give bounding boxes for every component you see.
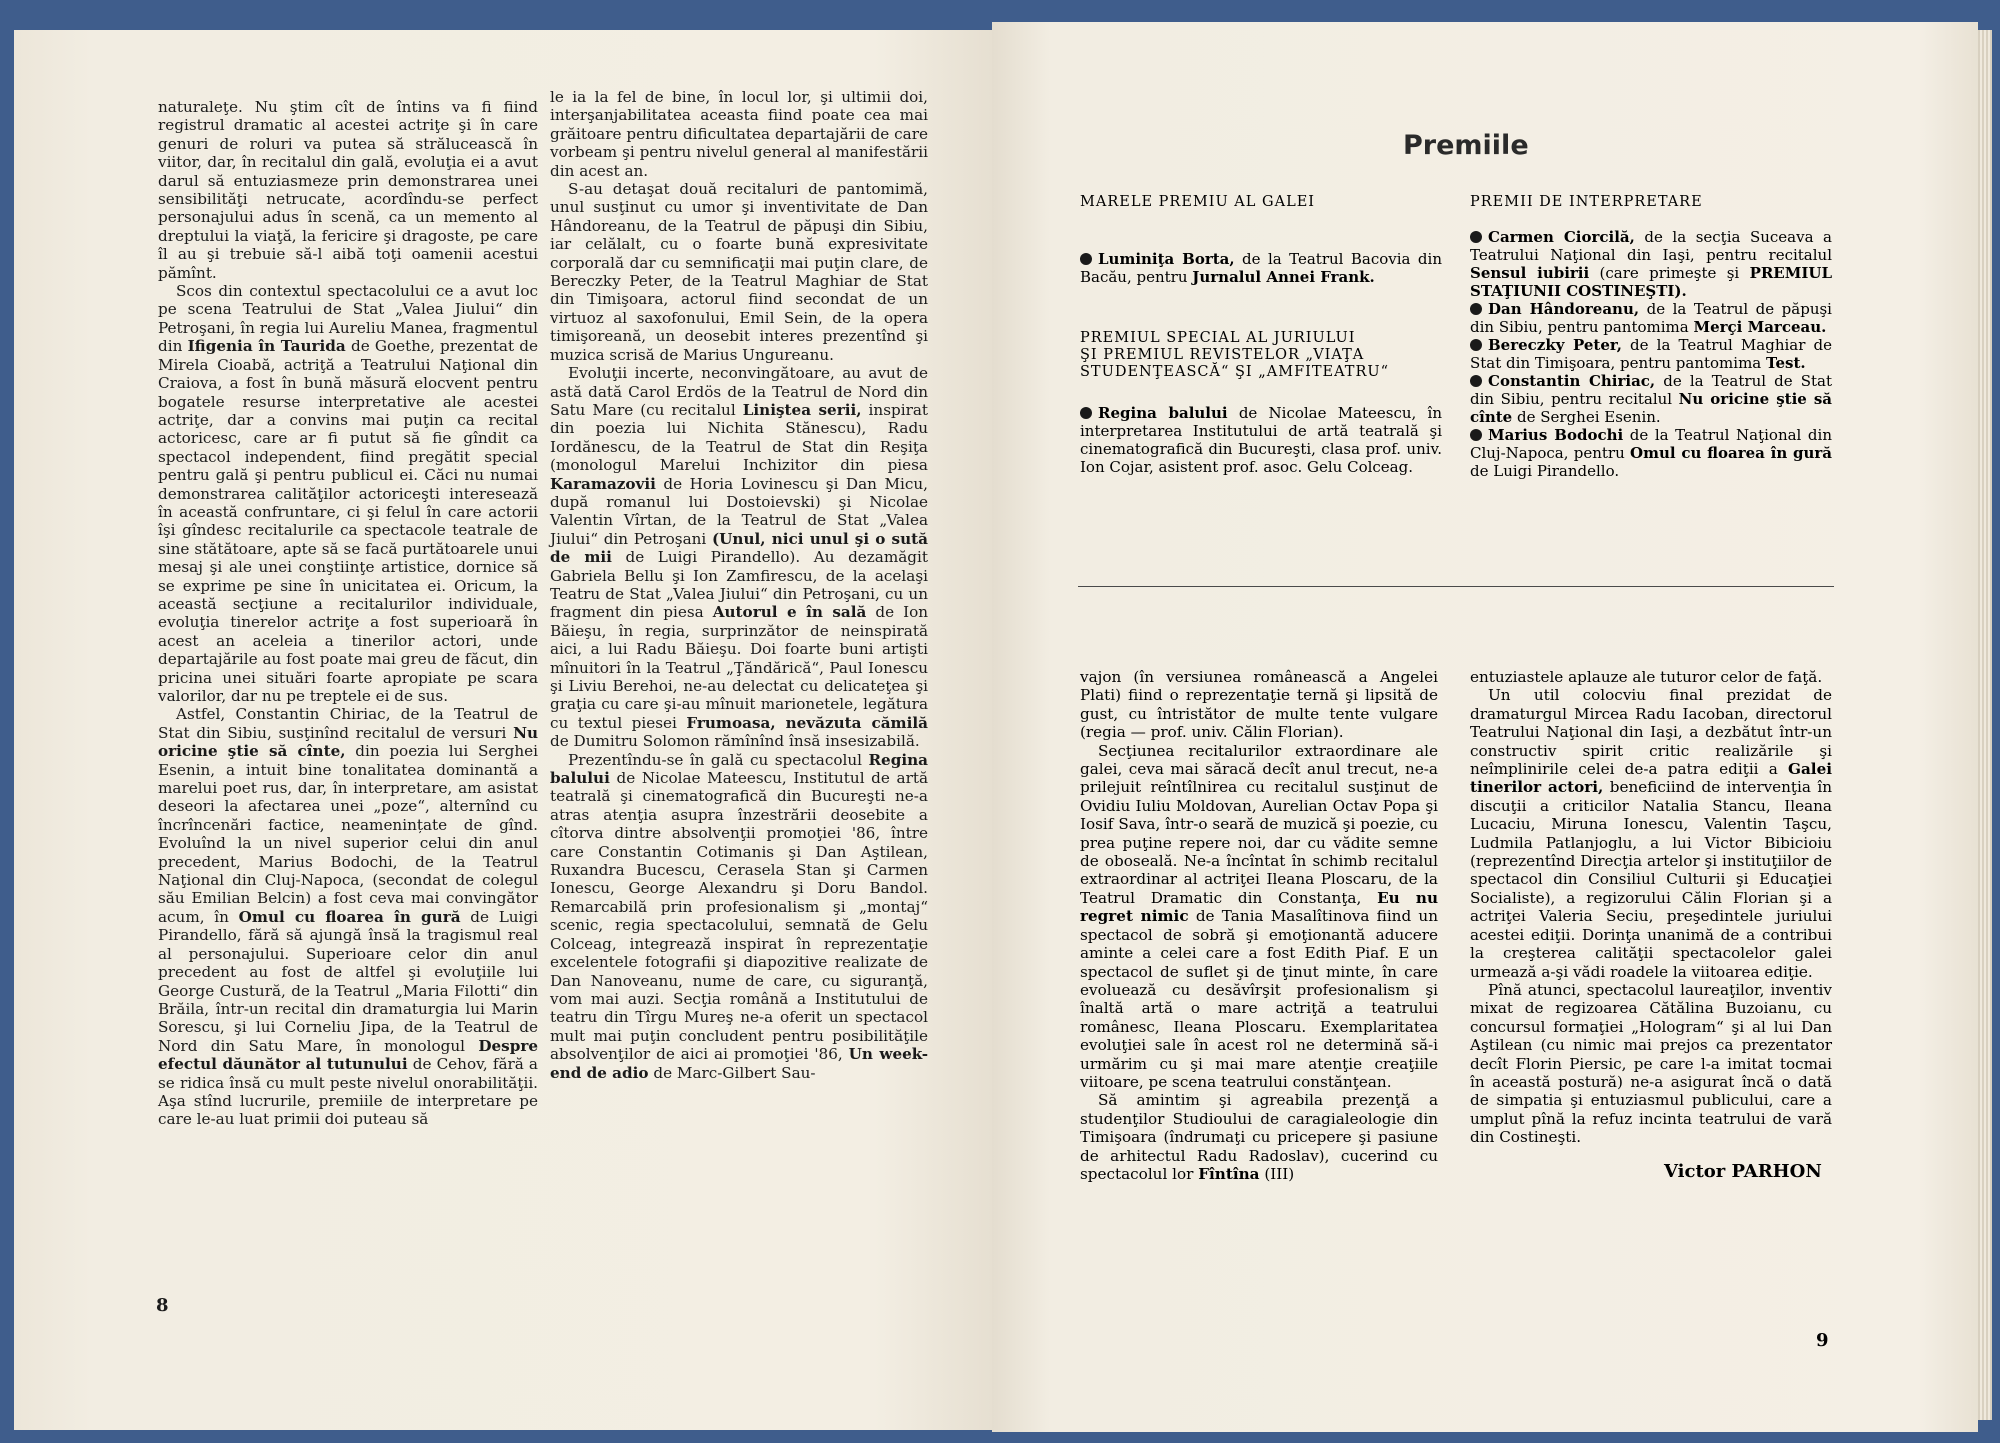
emphasis: Liniştea serii, [742, 400, 862, 419]
paragraph: Evoluţii incerte, neconvingătoare, au avut de astă dată Carol Erdös de la Teatrul de Nord din Satu Mare (cu recitalul Liniştea serii, inspirat din poezia lui Nichita Stănescu), Radu Iordănescu, de la Teatrul de Stat din Reşiţa (monologul Marelui Inchizitor din piesa Karamazovii de Horia Lovinescu şi Dan Micu, după romanul lui Dostoievski) şi Nicolae Valentin Vîrtan, de la Teatrul de Stat „Valea Jiului“ din Petroşani (Unul, nici unul şi o sută de mii de Luigi Pirandello). Au dezamăgit Gabriela Bellu şi Ion Zamfirescu, de la acelaşi Teatru de Stat „Valea Jiului“ din Petroşani, cu un fragment din piesa Autorul e în sală de Ion Băieşu, în regia, surprinzător de neinspirată aici, a lui Radu Băieşu. Doi foarte buni artişti mînuitori în la Teatrul „Ţăndărică“, Paul Ionescu şi Liviu Berehoi, ne-au delectat cu delicateţea şi graţia cu care şi-au mînuit marionetele, legătura cu textul piesei Frumoasa, nevăzuta cămilă de Dumitru Solomon rămînînd însă insesizabilă. [550, 364, 928, 751]
paragraph: S-au detaşat două recitaluri de pantomimă, unul susţinut cu umor şi inventivitate de Dan Hândoreanu, de la Teatrul de păpuşi din Sibiu, iar celălalt, cu o foarte bună expresivitate corporală dar cu semnificaţii mai puţin clare, de Bereczky Peter, de la Teatrul Maghiar de Stat din Timişoara, actorul fiind secondat de un virtuoz al saxofonului, Emil Sein, de la opera timişoreană, un deosebit interes prezentînd şi muzica scrisă de Marius Ungureanu. [550, 180, 928, 364]
emphasis: Eu nu regret nimic [1080, 888, 1438, 926]
emphasis: Sensul iubirii [1470, 264, 1590, 282]
bullet-icon [1080, 253, 1092, 265]
special-prize-heading-line-1: PREMIUL SPECIAL AL JURIULUI [1080, 330, 1356, 346]
emphasis: Jurnalul Annei Frank. [1192, 268, 1375, 286]
page-number-left: 8 [156, 1295, 169, 1316]
award-item: Carmen Ciorcilă, de la secţia Suceava a Teatrului Naţional din Iaşi, pentru recitalul Sensul iubirii (care primeşte şi PREMIUL STAŢIUNII COSTINEŞTI). [1470, 228, 1832, 300]
emphasis: Bereczky Peter, [1488, 336, 1622, 354]
left-column-1 [158, 98, 538, 1129]
emphasis: Karamazovii [550, 474, 656, 493]
bullet-icon [1470, 303, 1482, 315]
emphasis: Autorul e în sală [712, 603, 867, 622]
interpretation-prizes-heading: PREMII DE INTERPRETARE [1470, 194, 1703, 210]
award-text: Luminiţa Borta, de la Teatrul Bacovia din Bacău, pentru Jurnalul Annei Frank. [1080, 250, 1442, 286]
emphasis: Constantin Chiriac, [1488, 372, 1656, 390]
award-item: Marius Bodochi de la Teatrul Naţional din Cluj-Napoca, pentru Omul cu floarea în gură de Luigi Pirandello. [1470, 426, 1832, 480]
emphasis: Regina balului [550, 750, 928, 788]
emphasis: Fîntîna [1198, 1164, 1260, 1183]
emphasis: Carmen Ciorcilă, [1488, 228, 1635, 246]
paragraph: Un util colocviu final prezidat de dramaturgul Mircea Radu Iacoban, directorul Teatrului Naţional din Iaşi, a dezbătut într-un constructiv spirit critic realizările şi neîmplinirile celei de-a patra ediţii a Galei tinerilor actori, beneficiind de intervenţia în discuţii a criticilor Natalia Stancu, Ileana Lucaciu, Miruna Ionescu, Valentin Taşcu, Ludmila Patlanjoglu, a lui Victor Bibicioiu (reprezentînd Direcţia artelor şi instituţiilor de spectacol din Consiliul Culturii şi Educaţiei Socialiste), a regizorului Călin Florian şi a actriţei Valeria Seciu, preşedintele juriului acestei ediţii. Dorinţa unanimă de a contribui la creşterea calităţii spectacolelor galei urmează a-şi vădi roadele la viitoarea ediţie. [1470, 686, 1832, 981]
special-prize-heading [1080, 330, 1442, 381]
emphasis: Omul cu floarea în gură [238, 907, 461, 926]
page-edges [1978, 30, 1992, 1420]
right-column-2 [1470, 668, 1832, 1147]
paragraph: entuziastele aplauze ale tuturor celor de faţă. [1470, 668, 1823, 686]
paragraph: vajon (în versiunea românească a Angelei Plati) fiind o reprezentaţie ternă şi lipsită de gust, cu întristător de multe tente vulgare (regia — prof. univ. Călin Florian). [1080, 668, 1438, 742]
left-column-2 [550, 88, 928, 1082]
emphasis: Luminiţa Borta, [1098, 250, 1235, 268]
emphasis: Un week-end de adio [550, 1045, 928, 1082]
bullet-icon [1470, 231, 1482, 243]
emphasis: Nu oricine ştie să cînte [1470, 390, 1832, 426]
emphasis: Ifigenia în Taurida [187, 337, 346, 356]
paragraph: Prezentîndu-se în gală cu spectacolul Regina balului de Nicolae Mateescu, Institutul de artă teatrală şi cinematografică din Bucureşti ne-a atras atenţia asupra înzestrării deosebite a cîtorva dintre absolvenţii promoţiei '86, între care Constantin Cotimanis şi Dan Aştilean, Ruxandra Bucescu, Cerasela Stan şi Carmen Ionescu, George Alexandru şi Doru Bandol. Remarcabilă prin profesionalism şi „montaj“ scenic, regia spectacolului, semnată de Gelu Colceag, integrează inspirat în reprezentaţie excelentele fotografii şi diapozitive realizate de Dan Nanoveanu, nume de care, cu siguranţă, vom mai auzi. Secţia română a Institutului de teatru din Tîrgu Mureş ne-a oferit un spectacol mult mai puţin concludent pentru posibilităţile absolvenţilor de aici ai promoţiei '86, Un week-end de adio de Marc-Gilbert Sau- [550, 750, 928, 1082]
emphasis: Galei tinerilor actori, [1470, 760, 1832, 797]
emphasis: PREMIUL STAŢIUNII COSTINEŞTI). [1470, 264, 1832, 300]
grand-prize-heading: MARELE PREMIU AL GALEI [1080, 194, 1316, 210]
paragraph: Scos din contextul spectacolului ce a avut loc pe scena Teatrului de Stat „Valea Jiului“ din Petroşani, în regia lui Aureliu Manea, fragmentul din Ifigenia în Taurida de Goethe, prezentat de Mirela Cioabă, actriţă a Teatrului Naţional din Craiova, a fost în bună măsură elocvent pentru bogatele resurse interpretative ale acestei actriţe, dar a convins mai puţin ca recital actoricesc, care ar fi putut să fie gîndit ca spectacol independent, fiind pregătit special pentru gală şi pentru publicul ei. Căci nu numai demonstrarea calităţilor actoriceşti interesează în această confruntare, ci şi felul în care actorii îşi gîndesc recitalurile ca spectacole teatrale de sine stătătoare, apte să se facă purtătoarele unui mesaj şi ale unei conştiinţe artistice, dornice să se exprime pe sine în unicitatea ei. Oricum, la această secţiune a recitalurilor individuale, evoluţia tinerelor actriţe a fost superioară în acest an aceleia a tinerilor actori, unde departajările au fost poate mai greu de făcut, din pricina unei situări foarte apropiate pe scara valorilor, dar nu pe treptele ei de sus. [158, 282, 538, 705]
award-item: Bereczky Peter, de la Teatrul Maghiar de Stat din Timişoara, pentru pantomima Test. [1470, 336, 1832, 372]
emphasis: Frumoasa, nevăzuta cămilă [686, 713, 928, 732]
award-item: Constantin Chiriac, de la Teatrul de Stat din Sibiu, pentru recitalul Nu oricine ştie să cînte de Serghei Esenin. [1470, 372, 1832, 426]
grand-prize-entry [1080, 250, 1442, 286]
emphasis: Despre efectul dăunător al tutunului [158, 1036, 538, 1074]
paragraph: Astfel, Constantin Chiriac, de la Teatrul de Stat din Sibiu, susţinînd recitalul de versuri Nu oricine ştie să cînte, din poezia lui Serghei Esenin, a intuit bine tonalitatea dominantă a marelui poet rus, dar, în interpretare, am asistat deseori la afectarea unei „poze“, alternînd cu încrîncenări factice, neamenințate de gînd. Evoluînd la un nivel superior celui din anul precedent, Marius Bodochi, de la Teatrul Naţional din Cluj-Napoca, (secondat de colegul său Emilian Belcin) a fost ceva mai convingător acum, în Omul cu floarea în gură de Luigi Pirandello, fără să ajungă însă la tragismul real al personajului. Superioare celor din anul precedent au fost de altfel şi evoluţiile lui George Custură, de la Teatrul „Maria Filotti“ din Brăila, într-un recital din dramaturgia lui Marin Sorescu, şi lui Corneliu Jipa, de la Teatrul de Nord din Satu Mare, în monologul Despre efectul dăunător al tutunului de Cehov, fără a se ridica însă cu mult peste nivelul onorabilităţii. Aşa stînd lucrurile, premiile de interpretare pe care le-au luat primii doi puteau să [158, 705, 539, 1129]
bullet-icon [1470, 429, 1482, 441]
paragraph: le ia la fel de bine, în locul lor, şi ultimii doi, interşanjabilitatea aceasta fiind poate cea mai grăitoare pentru dificultatea departajării de care vorbeam şi pentru nivelul general al manifestării din acest an. [550, 88, 928, 180]
special-prize-heading-line-2: ŞI PREMIUL REVISTELOR „VIAŢA STUDENŢEASCĂ“ ŞI „AMFITEATRU“ [1080, 347, 1390, 380]
page-number-right: 9 [1816, 1330, 1829, 1351]
bullet-icon [1470, 339, 1482, 351]
right-column-1 [1080, 668, 1438, 1183]
interpretation-prizes-list [1470, 228, 1832, 480]
emphasis: Omul cu floarea în gură [1630, 444, 1832, 462]
special-prize-entry [1080, 404, 1442, 476]
paragraph: Pînă atunci, spectacolul laureaţilor, inventiv mixat de regizoarea Cătălina Buzoianu, cu concursul formaţiei „Hologram“ şi al lui Dan Aştilean (cu nimic mai prejos ca prezentator decît Florin Piersic, pe care l-a imitat tocmai în această postură) ne-a asigurat încă o dată de simpatia şi entuziasmul publicului, care a umplut pînă la refuz incinta teatrului de vară din Costineşti. [1470, 980, 1832, 1147]
emphasis: Nu oricine ştie să cînte, [158, 723, 538, 761]
paragraph: naturaleţe. Nu ştim cît de întins va fi fiind registrul dramatic al acestei actriţe şi în care genuri de roluri va putea să strălucească în viitor, dar, în recitalul din gală, evoluţia ei a avut darul să entuziasmeze prin demonstrarea unei sensibilităţi netrucate, acordîndu-se perfect personajului adus în scenă, ca un memento al dreptului la viaţă, la fericire şi dragoste, pe care îl au şi trebuie să-l aibă toţi oamenii acestui pămînt. [158, 98, 538, 282]
award-text: Regina balului de Nicolae Mateescu, în interpretarea Institutului de artă teatrală şi cinematografică din Bucureşti, clasa prof. univ. Ion Cojar, asistent prof. asoc. Gelu Colceag. [1080, 404, 1442, 476]
emphasis: (Unul, nici unul şi o sută de mii [550, 529, 928, 567]
emphasis: Regina balului [1098, 404, 1228, 422]
bullet-icon [1080, 407, 1092, 419]
paragraph: Să amintim şi agreabila prezenţă a studenţilor Studioului de caragialeologie din Timişoara (îndrumaţi cu pricepere şi pasiune de arhitectul Radu Radoslav), cucerind cu spectacolul lor Fîntîna (III) [1080, 1091, 1438, 1183]
paragraph: Secţiunea recitalurilor extraordinare ale galei, ceva mai săracă decît anul trecut, ne-a prilejuit reîntîlnirea cu recitalul susţinut de Ovidiu Iuliu Moldovan, Aurelian Octav Popa şi Iosif Sava, într-o seară de muzică şi poezie, cu prea puţine repere noi, dar cu vădite semne de oboseală. Ne-a încîntat în schimb recitalul extraordinar al actriţei Ileana Ploscaru, de la Teatrul Dramatic din Constanţa, Eu nu regret nimic de Tania Masalîtinova fiind un spectacol de sobră şi emoţionantă aducere aminte a celei care a fost Edith Piaf. E un spectacol de suflet şi de ţinut minte, în care evoluează cu desăvîrşit profesionalism şi înaltă artă o mare actriţă a teatrului românesc, Ileana Ploscaru. Exemplaritatea evoluţiei sale în acest rol ne determină să-i urmărim cu şi mai mare atenţie creaţiile viitoare, pe scena teatrului constănţean. [1080, 741, 1438, 1091]
author-signature: Victor PARHON [1664, 1161, 1822, 1182]
emphasis: Marius Bodochi [1488, 426, 1624, 444]
emphasis: Test. [1766, 354, 1806, 372]
award-item: Dan Hândoreanu, de la Teatrul de păpuşi din Sibiu, pentru pantomima Merçi Marceau. [1470, 300, 1832, 336]
left-page [14, 30, 992, 1430]
emphasis: Dan Hândoreanu, [1488, 300, 1640, 318]
bullet-icon [1470, 375, 1482, 387]
section-title: Premiile [1403, 130, 1529, 161]
section-divider [1078, 586, 1834, 587]
emphasis: Merçi Marceau. [1693, 318, 1827, 336]
